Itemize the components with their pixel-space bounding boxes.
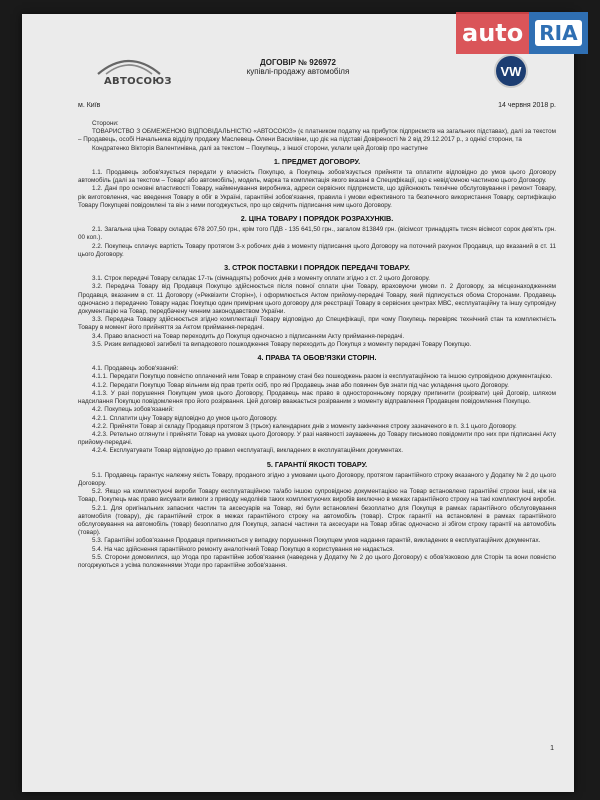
- clause: 4.2.4. Експлуатувати Товар відповідно до правил експлуатації, викладених в експлуатаційних документах.: [92, 447, 404, 455]
- document-title: [22, 58, 574, 76]
- section-heading: 4. ПРАВА ТА ОБОВ'ЯЗКИ СТОРІН.: [257, 353, 377, 363]
- clause: 1.1. Продавець зобов'язується передати у власність Покупцю, а Покупець зобов'язується прийняти та оплатити відповідно до умов цього Договору автомобіль (далі за текстом – Товар/ або автомобіль), модель, марка та комплектація якого вказані в Специфікації, що є невід'ємною частиною цього Договору.: [78, 169, 556, 185]
- clause: 4.1. Продавець зобов'язаний:: [92, 365, 179, 373]
- clause: 3.1. Строк передачі Товару складає 17-ть (сімнадцять) робочих днів з моменту оплати згідно з ст. 2 цього Договору.: [92, 275, 430, 283]
- clause: 5.2. Якщо на комплектуючі вироби Товару експлуатаційною та/або іншою супровідною документацією на Товар встановлено гарантійні строки інші, ніж на Товар, Покупець має право висувати вимоги з приводу недоліків таких комплектуючих виробів виключно в межах гарантійного строку на такі комплектуючі вироби.: [78, 488, 556, 504]
- clause: 3.3. Передача Товару здійснюється згідно комплектації Товару відповідно до Специфікації, при чому Покупець перевіряє технічний стан та комплектність Товару в момент його прийняття за Актом приймання-передачі.: [78, 316, 556, 332]
- section-heading: 1. ПРЕДМЕТ ДОГОВОРУ.: [273, 156, 361, 166]
- clause: 4.1.2. Передати Покупцю Товар вільним від прав третіх осіб, про які Продавець знав або повинен був знати під час укладення цього Договору.: [92, 381, 509, 389]
- clause: 4.2.1. Сплатити ціну Товару відповідно до умов цього Договору.: [92, 414, 278, 422]
- contract-number: ДОГОВІР № 926972: [260, 58, 336, 67]
- buyer-clause: Кондратенко Вікторія Валентинівна, далі за текстом – Покупець, з іншої сторони, уклали цей Договір про наступне: [92, 144, 428, 152]
- company-logo-text: АВТОСОЮЗ: [104, 76, 172, 87]
- clause: 4.2.3. Ретельно оглянути і прийняти Товар на умовах цього Договору. У разі наявності зауважень до Товару письмово повідомити про них при підписанні Акту прийому-передачі.: [78, 430, 556, 447]
- section-heading: 5. ГАРАНТІЇ ЯКОСТІ ТОВАРУ.: [266, 459, 368, 469]
- clause: 4.1.1. Передати Покупцю повністю оплачений ним Товар в справному стані без пошкоджень разом із експлуатаційною та іншою супровідною документацією.: [92, 373, 553, 381]
- parties-label: Сторони:: [92, 120, 119, 127]
- watermark-ria-badge: RIA: [529, 12, 587, 54]
- clause: 4.2.2. Прийняти Товар зі складу Продавця протягом 3 (трьох) календарних днів з моменту закінчення строку зазначеного в п. 3.1 цього Договору.: [92, 422, 517, 430]
- clause: 1.2. Дані про основні властивості Товару, найменування виробника, адреси сервісних підприємств, що здійснюють технічне обслуговування і ремонт Товару, рік виготовлення, час введення Товару в обіг в Україні, гарантійні зобов'язання, правила і умови ефективного та безпечного використання Товару, сертифікацію Товару Покупцеві повідомлені та він з ними погоджується, про що свідчить підписання ним цього Договору.: [78, 185, 556, 209]
- clause: 3.5. Ризик випадкової загибелі та випадкового пошкодження Товару переходить до Покупця з моменту передачі Товару Покупцю.: [92, 340, 472, 348]
- clause: 5.5. Сторони домовилися, що Угода про гарантійне зобов'язання (наведена у Додатку № 2 до цього Договору) є обов'язковою для Сторін та вони повністю погоджуються з усіма положеннями Угоди про гарантійне зобов'язання.: [78, 553, 556, 569]
- clause: 2.2. Покупець сплачує вартість Товару протягом 3-х робочих днів з моменту підписання цього Договору на поточний рахунок Продавця, що вказаний в ст. 11 цього Договору.: [78, 242, 556, 258]
- clause: 5.3. Гарантійні зобов'язання Продавця припиняються у випадку порушення Покупцем умов надання гарантій, викладених в експлуатаційних документах.: [92, 537, 541, 545]
- seller-clause: ТОВАРИСТВО З ОБМЕЖЕНОЮ ВІДПОВІДАЛЬНІСТЮ «АВТОСОЮЗ» (є платником податку на прибуток підприємств на загальних підставах), далі за текстом – Продавець, особі Начальника відділу продажу Маслевець Олени Василівни, що діє на підставі Довіреності № 2 від 29.12.2017 р., з однієї сторони, та: [78, 128, 556, 144]
- auto-ria-watermark: [456, 12, 590, 54]
- contract-date: 14 червня 2018 р.: [498, 102, 556, 109]
- clause: 3.2. Передача Товару від Продавця Покупцю здійснюється після повної сплати ціни Товару, враховуючи умови п. 2 Договору, за місцезнаходженням Продавця, вказаним в ст. 11 Договору («Реквізити Сторін»), і оформлюється Актом прийому-передачі Товару, який підписується обома Сторонами. Продавець одночасно з передачею Товару надає Покупцю один примірник цього договору для реєстрації Товару в сервісних центрах МВС, експлуатаційну та іншу супровідну документацію на Товар, передбачену чинним законодавством України.: [78, 283, 556, 316]
- clause: 5.4. На час здійснення гарантійного ремонту аналогічний Товар Покупцю в користування не надається.: [92, 545, 395, 553]
- contract-subtitle: купівлі-продажу автомобіля: [246, 67, 350, 76]
- contract-body: [78, 120, 556, 570]
- contract-page: [22, 14, 574, 792]
- section-heading: 2. ЦІНА ТОВАРУ І ПОРЯДОК РОЗРАХУНКІВ.: [240, 214, 394, 224]
- contract-place: м. Київ: [78, 102, 101, 109]
- page-number: 1: [550, 745, 554, 752]
- clause: 4.1.3. У разі порушення Покупцем умов цього Договору, Продавець має право в односторонньому порядку припинити (розірвати) цей Договір, шляхом надсилання Покупцю повідомлення про його розірвання. Цей договір вважається розірваним з моменту відправлення Продавцем повідомлення Покупцю.: [78, 389, 556, 406]
- clause: 3.4. Право власності на Товар переходить до Покупця одночасно з підписанням Акту приймання-передачі.: [92, 332, 405, 340]
- vw-logo-icon: VW: [494, 54, 528, 88]
- watermark-auto-text: auto: [456, 12, 529, 54]
- section-heading: 3. СТРОК ПОСТАВКИ І ПОРЯДОК ПЕРЕДАЧІ ТОВАРУ.: [224, 263, 410, 273]
- clause: 5.2.1. Для оригінальних запасних частин та аксесуарів на Товар, які були встановлені безоплатно для Покупця в рамках гарантійного обслуговування автомобіля (товару), діє гарантійний строк в межах гарантійного строку на автомобіль (товар). Строк гарантії на встановлені в рамках гарантійного обслуговування на автомобіль (товар) безоплатно для Покупця, запасні частини та аксесуари на Товар збігає одночасно зі збігом строку гарантії на автомобіль (товар).: [78, 504, 556, 537]
- clause: 2.1. Загальна ціна Товару складає 678 207,50 грн., крім того ПДВ - 135 641,50 грн., загалом 813849 грн. (вісімсот тринадцять тисяч вісімсот сорок дев'ять грн. 00 коп.).: [78, 226, 556, 242]
- clause: 4.2. Покупець зобов'язаний:: [92, 406, 174, 414]
- clause: 5.1. Продавець гарантує належну якість Товару, проданого згідно з умовами цього Договору, протягом гарантійного строку вказаного у Додатку № 2 до цього Договору.: [78, 471, 556, 487]
